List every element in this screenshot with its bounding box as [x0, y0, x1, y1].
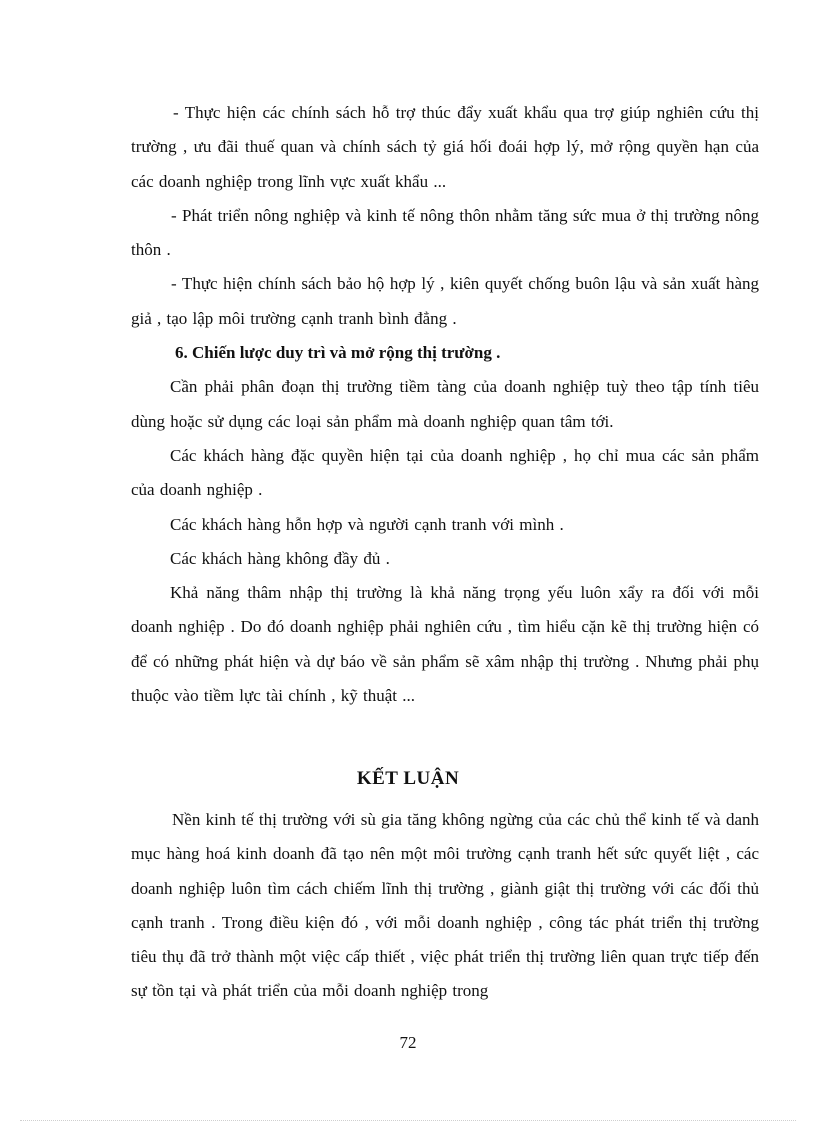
conclusion-title: KẾT LUẬN — [356, 768, 460, 789]
conclusion-paragraph: Nền kinh tế thị trường với sù gia tăng không ngừng của các chủ thể kinh tế và danh mục hàng hoá kinh doanh đã tạo nên một môi trường cạnh tranh hết sức quyết liệt , các doanh nghiệp luôn tìm cách chiếm lĩnh thị trường , giành giật thị trường với các đối thủ cạnh tranh . Trong điều kiện đó , với mỗi doanh nghiệp , công tác phát triển thị trường tiêu thụ đã trở thành một việc cấp thiết , việc phát triển thị trường liên quan trực tiếp đến sự tồn tại và phát triển của mỗi doanh nghiệp trong — [131, 810, 759, 1001]
body-content — [131, 96, 759, 713]
paragraph-mixed-customers: Các khách hàng hỗn hợp và người cạnh tranh với mình . — [170, 514, 564, 534]
footer-divider — [20, 1120, 796, 1121]
paragraph-incomplete-customers: Các khách hàng không đầy đủ . — [170, 548, 390, 568]
paragraph-privileged-customers: Các khách hàng đặc quyền hiện tại của doanh nghiệp , họ chỉ mua các sản phẩm của doanh nghiệp . — [131, 445, 759, 500]
section-heading: 6. Chiến lược duy trì và mở rộng thị trường . — [175, 343, 501, 363]
conclusion-section — [131, 803, 759, 1009]
page-number: 72 — [399, 1033, 417, 1052]
paragraph-market-penetration: Khả năng thâm nhập thị trường là khả năng trọng yếu luôn xẩy ra đối với mỗi doanh nghiệp . Do đó doanh nghiệp phải nghiên cứu , tìm hiểu cặn kẽ thị trường hiện có để có những phát hiện và dự báo về sản phẩm sẽ xâm nhập thị trường . Nhưng phải phụ thuộc vào tiềm lực tài chính , kỹ thuật ... — [131, 583, 759, 706]
paragraph-protection-policy: - Thực hiện chính sách bảo hộ hợp lý , kiên quyết chống buôn lậu và sản xuất hàng giả , tạo lập môi trường cạnh tranh bình đẳng . — [131, 274, 759, 328]
paragraph-market-segmentation: Cần phải phân đoạn thị trường tiềm tàng của doanh nghiệp tuỳ theo tập tính tiêu dùng hoặc sử dụng các loại sản phẩm mà doanh nghiệp quan tâm tới. — [131, 377, 759, 431]
paragraph-rural-development: - Phát triển nông nghiệp và kinh tế nông thôn nhằm tăng sức mua ở thị trường nông thôn . — [131, 205, 759, 260]
paragraph-export-support: - Thực hiện các chính sách hỗ trợ thúc đẩy xuất khẩu qua trợ giúp nghiên cứu thị trường , ưu đãi thuế quan và chính sách tỷ giá hối đoái hợp lý, mở rộng quyền hạn của các doanh nghiệp trong lĩnh vực xuất khẩu ... — [131, 103, 759, 191]
